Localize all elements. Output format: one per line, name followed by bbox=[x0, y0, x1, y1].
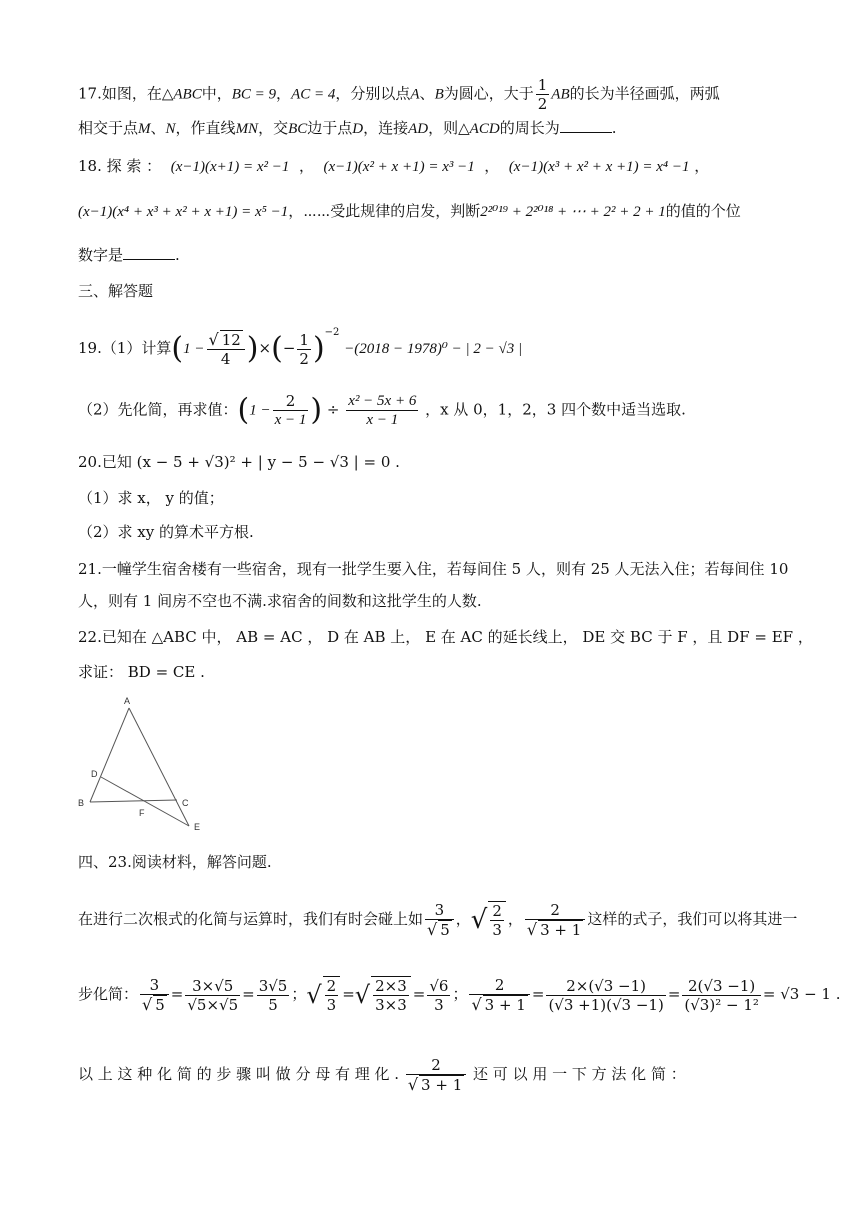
label-d: D bbox=[91, 769, 98, 779]
label-a: A bbox=[124, 696, 131, 706]
q20-line3: （2）求 xy 的算术平方根. bbox=[78, 523, 254, 541]
section-title-3: 三、解答题 bbox=[78, 282, 154, 300]
fraction-half: $\frac{1}{2}$ bbox=[537, 76, 548, 113]
q23-line3: 以 上 这 种 化 简 的 步 骤 叫 做 分 母 有 理 化 . $\frac{2}{√ 3 + 1}$ 还 可 以 用 一 下 方 法 化 简 ： bbox=[78, 1056, 686, 1094]
section-title-4: 四、23.阅读材料，解答问题. bbox=[78, 853, 272, 871]
triangle-figure bbox=[72, 692, 212, 837]
q21-line2: 人，则有 1 间房不空也不满.求宿舍的间数和这批学生的人数. bbox=[78, 592, 482, 610]
side-bc bbox=[90, 800, 177, 802]
q20-line2: （1）求 x， y 的值； bbox=[78, 489, 224, 507]
q20-line1: 20.已知 (x − 5 + √3)² + | y − 5 − √3 | = 0 . bbox=[78, 453, 400, 471]
q23-line2: 步化简： $\frac{3}{√ 5}$ = $\frac{3\times√5}{√5\times√5}$ = $\frac{3√5}{5}$ ；√ $\frac{2}{3}$ =√ $\frac{2\times 3}{3\times 3}$ = $\frac{√6}{3}$ ； $\frac{2}{√ 3 + 1}$ = $\frac{2\times(√3 -1)}{(√3 +1)(√3 -1)}$ = $\frac{2(√3 -1)}{\text{(√3)² − 1²}}$ = √3 − 1 . bbox=[78, 976, 841, 1014]
q18-line2: (x−1)(x⁴ + x³ + x² + x +1) = x⁵ −1，⋯⋯受此规律的启发，判断2²⁰¹⁹ + 2²⁰¹⁸ + ⋯ + 2² + 2 + 1的值的个位 bbox=[78, 202, 741, 220]
q18-line1: 18. 探 索 ： (x−1)(x+1) = x² −1 ， (x−1)(x² + x +1) = x³ −1 ， (x−1)(x³ + x² + x +1) = x⁴ −1 ， bbox=[78, 157, 710, 175]
q17-line1: 17.如图，在△ABC中，BC = 9，AC = 4，分别以点A、B为圆心，大于 $\frac{1}{2}$ AB的长为半径画弧，两弧 bbox=[78, 76, 720, 113]
q23-line1: 在进行二次根式的化简与运算时，我们有时会碰上如 $\frac{3}{√ 5}$ ，√ $\frac{2}{3}$ ， $\frac{2}{√ 3 + 1}$ 这样的式子，我们可以将其进一 bbox=[78, 901, 798, 939]
answer-blank bbox=[123, 245, 175, 260]
q22-line1: 22.已知在 △ABC 中， AB = AC ， D 在 AB 上， E 在 AC 的延长线上， DE 交 BC 于 F ，且 DF = EF ， bbox=[78, 628, 813, 646]
q17-line2: 相交于点M、N，作直线MN，交BC边于点D，连接AD，则△ACD的周长为 . bbox=[78, 119, 617, 137]
label-c: C bbox=[182, 798, 189, 808]
q18-line3: 数字是 . bbox=[78, 246, 180, 264]
answer-blank bbox=[560, 118, 612, 133]
label-b: B bbox=[78, 798, 85, 808]
side-ab bbox=[90, 708, 129, 802]
label-e: E bbox=[194, 822, 201, 832]
q22-line2: 求证： BD = CE . bbox=[78, 663, 205, 681]
q19-part1: 19.（1）计算(1 − $\frac{√ 12}{4}$ )×(− $\frac{1}{2}$ )$^{-2}$ −(2018 − 1978)⁰ − | 2 − √3 | bbox=[78, 327, 523, 368]
label-f: F bbox=[139, 808, 145, 818]
q19-part2: （2）先化简，再求值：(1 − $\frac{2}{x - 1}$ ) ÷ $\frac{\text{x² − 5x + 6}}{x - 1}$ ，x 从 0，1，2，3 四个数中适当选取. bbox=[78, 392, 686, 428]
side-ac-extended bbox=[129, 708, 189, 826]
q21-line1: 21.一幢学生宿舍楼有一些宿舍，现有一批学生要入住，若每间住 5 人，则有 25 人无法入住；若每间住 10 bbox=[78, 560, 789, 578]
